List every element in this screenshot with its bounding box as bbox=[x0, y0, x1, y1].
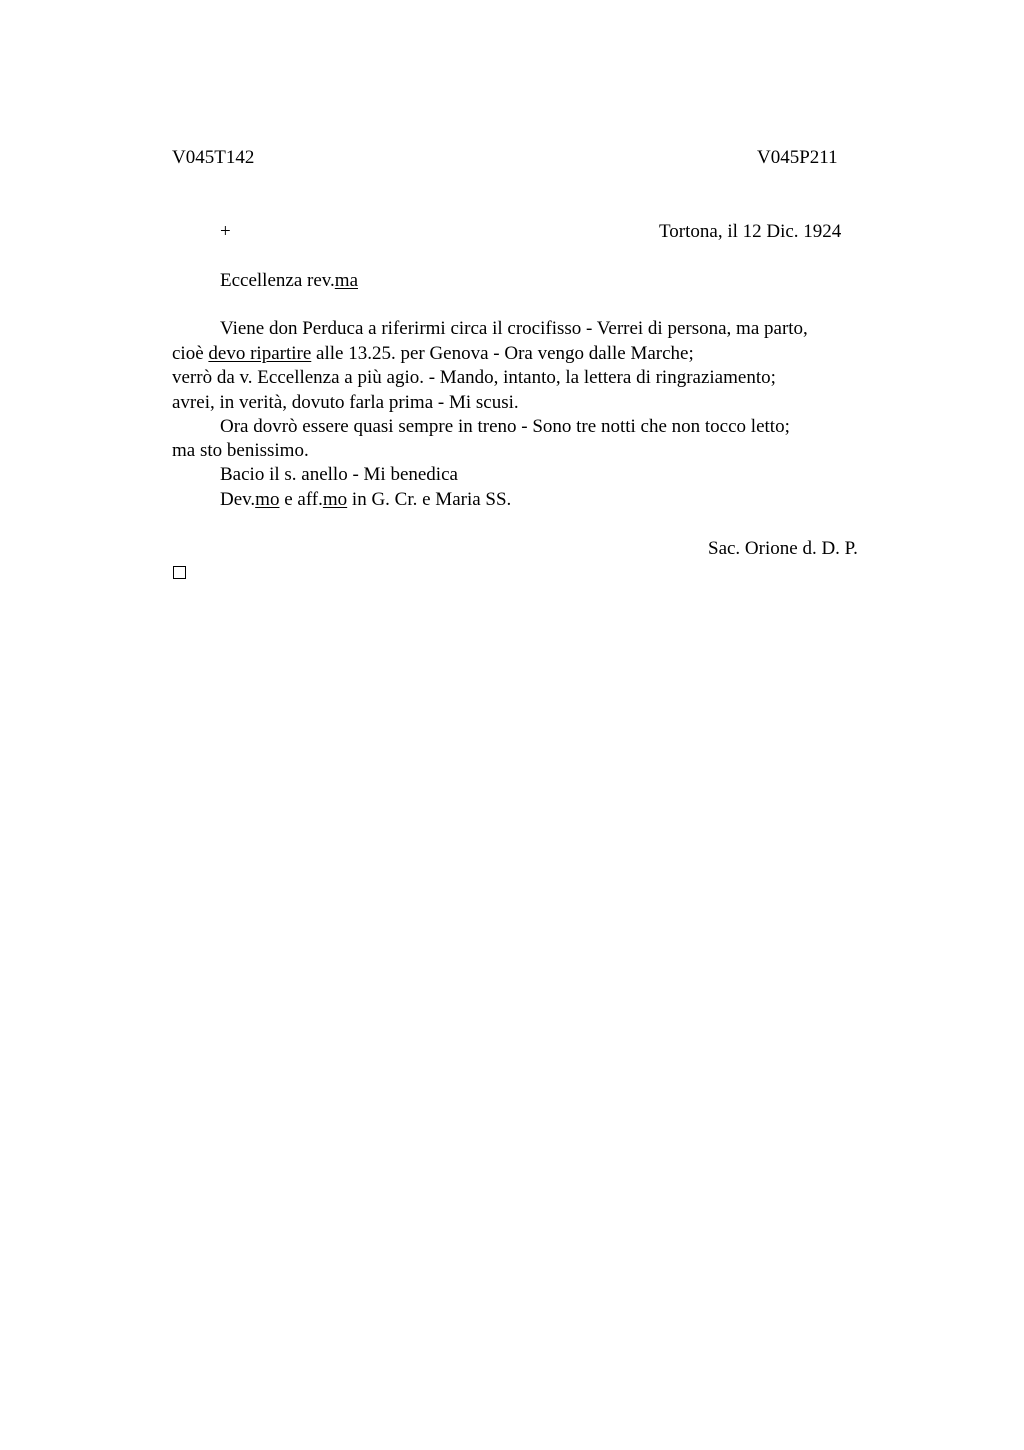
body-line-3: verrò da v. Eccellenza a più agio. - Mando, intanto, la lettera di ringraziamento; bbox=[172, 367, 776, 388]
salutation bbox=[220, 269, 358, 293]
cross-symbol: + bbox=[220, 221, 231, 242]
body-line-2 bbox=[172, 342, 694, 366]
salutation-text: Eccellenza rev. bbox=[220, 270, 335, 291]
signature: Sac. Orione d. D. P. bbox=[708, 538, 858, 559]
closing-aff: e aff. bbox=[279, 489, 323, 510]
body-line-4: avrei, in verità, dovuto farla prima - Mi scusi. bbox=[172, 392, 519, 413]
document-code-right: V045P211 bbox=[757, 147, 838, 168]
body-line-6: ma sto benissimo. bbox=[172, 440, 309, 461]
place-and-date: Tortona, il 12 Dic. 1924 bbox=[659, 221, 842, 242]
body-line-7: Bacio il s. anello - Mi benedica bbox=[220, 464, 458, 485]
body-line-2-start: cioè bbox=[172, 343, 209, 364]
closing-line bbox=[220, 488, 511, 512]
body-line-5: Ora dovrò essere quasi sempre in treno - Sono tre notti che non tocco letto; bbox=[220, 416, 790, 437]
closing-end: in G. Cr. e Maria SS. bbox=[347, 489, 512, 510]
end-box-icon bbox=[173, 566, 186, 579]
closing-abbrev-1: mo bbox=[255, 489, 280, 510]
closing-abbrev-2: mo bbox=[322, 489, 348, 510]
salutation-abbrev: ma bbox=[334, 270, 359, 291]
body-line-1: Viene don Perduca a riferirmi circa il crocifisso - Verrei di persona, ma parto, bbox=[220, 318, 808, 339]
body-line-2-end: alle 13.25. per Genova - Ora vengo dalle Marche; bbox=[311, 343, 694, 364]
underlined-phrase: devo ripartire bbox=[208, 343, 312, 364]
closing-dev: Dev. bbox=[220, 489, 256, 510]
document-code-left: V045T142 bbox=[172, 147, 255, 168]
